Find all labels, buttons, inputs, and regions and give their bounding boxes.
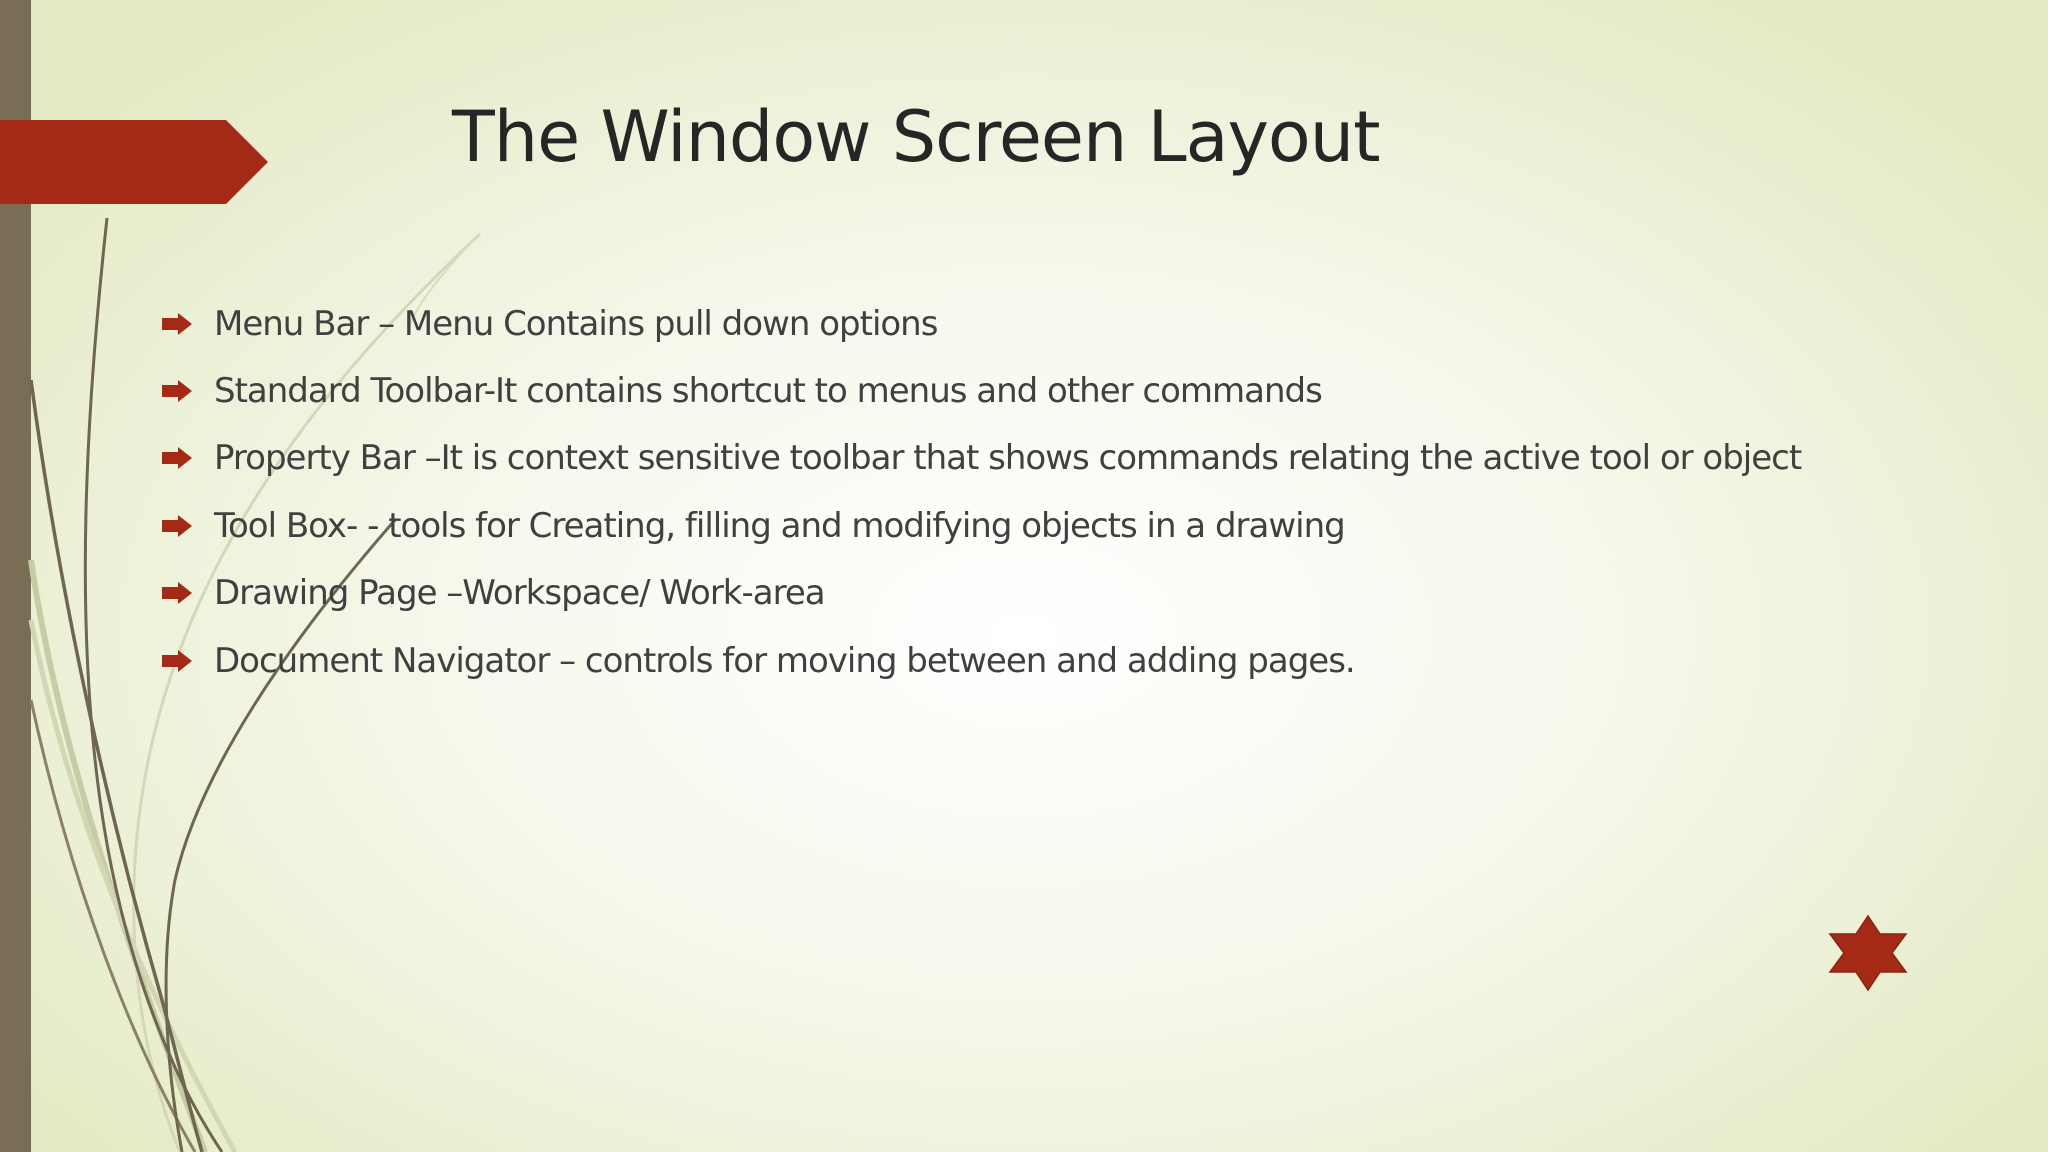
arrow-bullet-icon — [160, 581, 194, 605]
six-point-star-icon — [1826, 914, 1910, 992]
arrow-bullet-icon — [160, 514, 194, 538]
arrow-bullet-icon — [160, 446, 194, 470]
bullet-text: Tool Box- - tools for Creating, filling and modifying objects in a drawing — [214, 505, 1345, 546]
bullet-text: Property Bar –It is context sensitive toolbar that shows commands relating the active tool or object — [214, 438, 1802, 479]
bullet-text: Standard Toolbar-It contains shortcut to menus and other commands — [214, 371, 1322, 412]
list-item — [160, 627, 1801, 694]
list-item — [160, 492, 1801, 559]
pentagon-tag-icon — [0, 120, 268, 204]
bullet-text: Menu Bar – Menu Contains pull down options — [214, 303, 938, 344]
bullet-text: Drawing Page –Workspace/ Work-area — [214, 573, 825, 614]
list-item — [160, 560, 1801, 627]
arrow-bullet-icon — [160, 649, 194, 673]
arrow-bullet-icon — [160, 312, 194, 336]
bullet-list — [160, 290, 1801, 694]
list-item — [160, 357, 1801, 424]
bullet-text: Document Navigator – controls for moving between and adding pages. — [214, 640, 1355, 681]
arrow-bullet-icon — [160, 379, 194, 403]
list-item — [160, 290, 1801, 357]
list-item — [160, 425, 1801, 492]
slide-title: The Window Screen Layout — [452, 96, 1380, 178]
